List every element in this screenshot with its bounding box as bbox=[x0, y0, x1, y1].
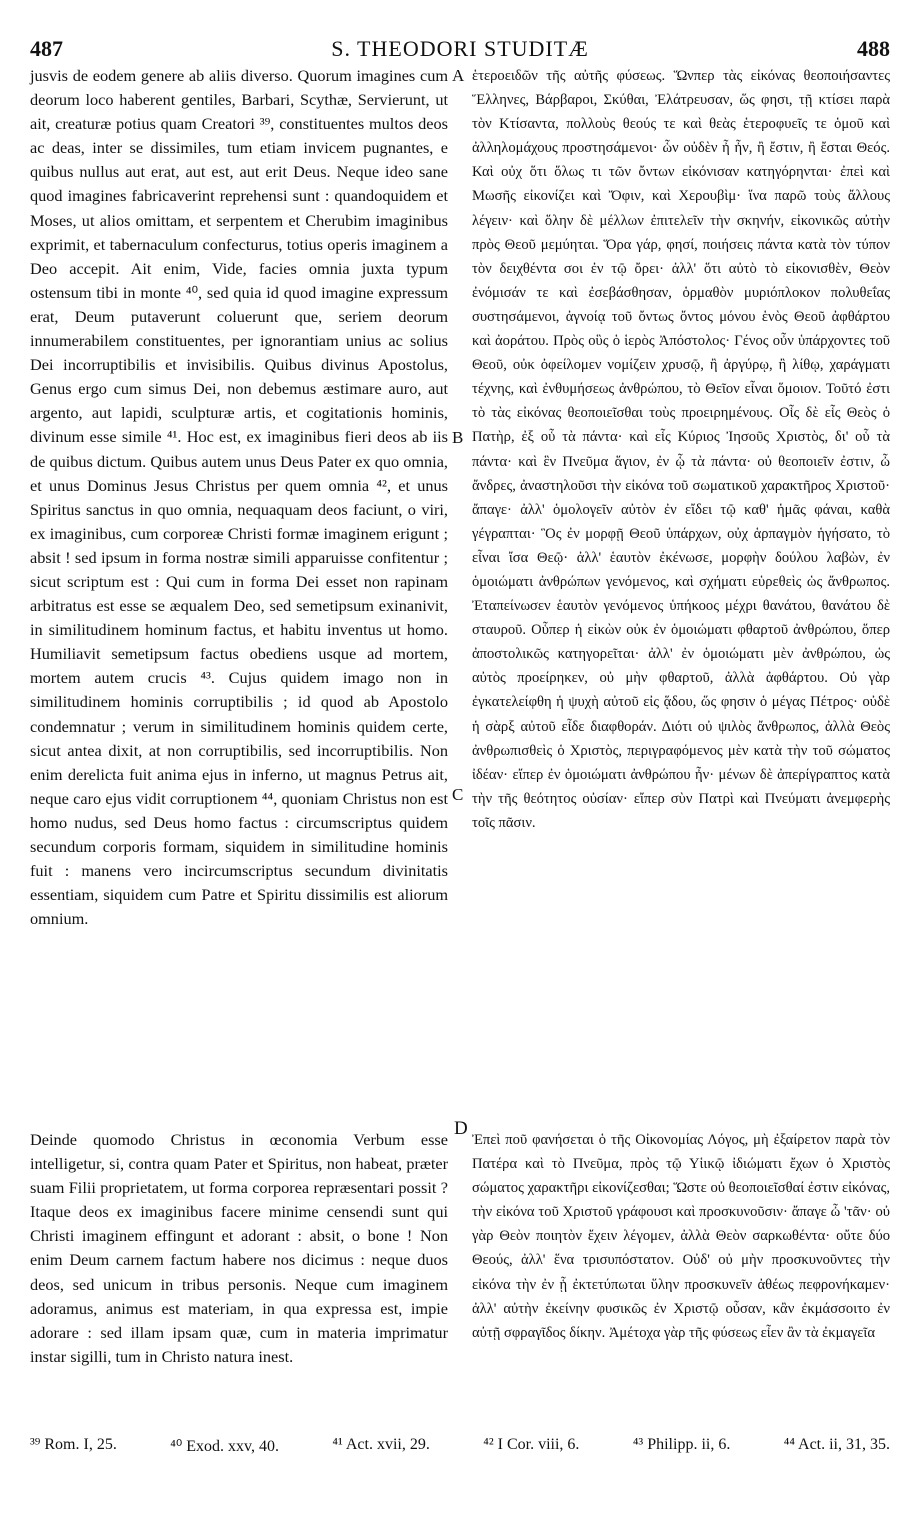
footnote: ⁴² I Cor. viii, 6. bbox=[483, 1436, 580, 1453]
greek-paragraph-2: Ἐπεὶ ποῦ φανήσεται ὁ τῆς Οἰκονομίας Λόγος, μὴ ἐξαίρετον παρὰ τὸν Πατέρα καὶ τὸ Πνεῦμα, πρὸς τῷ Υἱικῷ ἰδιώματι ἔχων ὁ Χριστὸς σώματος χαρακτῆρι εἰκονίζεσθαι; Ὥστε οὐ θεοποιεῖσθαί ἐστιν εἰκόνας, τὴν εἰκόνα τοῦ Χριστοῦ γράφουσι καὶ προσκυνοῦσιν· ἄπαγε ὦ 'τᾶν· οὐ γὰρ Θεὸν ποιητὸν ἔχειν λέγομεν, ἀλλὰ Θεὸν σαρκωθέντα· οὔτε δύο Θεούς, ἀλλ' ἕνα τρισυπόστατον. Οὐδ' οὐ μὴν προσκυνοῦντες τὴν εἰκόνα τὴν ἐν ᾗ ἐκτετύπωται ὕλην προσκυνεῖν ἀθέως πεφρονήκαμεν· ἀλλ' αὐτὴν ἐκείνην φυσικῶς ἐν Χριστῷ οὖσαν, κἂν ἐκμάσσοιτο ἐν αὐτῇ σφραγῖδος δίκην. Ἀμέτοχα γὰρ τῆς φύσεως εἶεν ἂν τὰ ἐκμαγεῖα bbox=[472, 1132, 890, 1341]
footnote: ⁴³ Philipp. ii, 6. bbox=[632, 1436, 731, 1453]
latin-column-lower bbox=[30, 1128, 448, 1369]
footnote: ⁴¹ Act. xvii, 29. bbox=[332, 1436, 430, 1453]
footnotes bbox=[30, 1436, 890, 1456]
footnote: ³⁹ Rom. I, 25. bbox=[30, 1436, 117, 1453]
page-number-right: 488 bbox=[857, 36, 890, 61]
greek-paragraph-1: ἑτεροειδῶν τῆς αὐτῆς φύσεως. Ὥνπερ τὰς εἰκόνας θεοποιήσαντες Ἕλληνες, Βάρβαροι, Σκύθαι, Ἐλάτρευσαν, ὥς φησι, τῇ κτίσει παρὰ τὸν Κτίσαντα, πολλοὺς θεούς τε καὶ θεὰς ἑτεροφυεῖς τε ὁμοῦ καὶ ἀλληλομάχους προστησάμενοι· ὧν οὐδὲν ἦ ἦν, ἢ ἔστιν, ἢ ἔσται Θεός. Καὶ οὐχ ὅτι ὅλως τι τῶν ὄντων εἰκόνισαν κατηγόρηνται· ἐπεὶ καὶ Μωσῆς εἰκονίζει καὶ Ὄφιν, καὶ Χερουβὶμ· ἵνα παρῶ τοὺς ἄλλους λέγειν· καὶ ὅλην δὲ μέλλων ἐπιτελεῖν τὴν σκηνήν, εἰκονικῶς αὐτὴν πρὸς Θεοῦ μεμύηται. Ὅρα γάρ, φησί, ποιήσεις πάντα κατὰ τὸν τύπον τὸν δειχθέντα σοι ἐν τῷ ὄρει· ἀλλ' ὅτι αὐτὸ τὸ εἰκονισθὲν, Θεὸν ἐνόμισάν τε καὶ ἐσεβάσθησαν, ὁρμαθὸν μυριόπλοκον πολυθεΐας συστησάμενοι, ἀγνοίᾳ τοῦ ὄντως ὄντος μόνου ἑνὸς Θεοῦ ἀφθάρτου καὶ ἀοράτου. Πρὸς οὓς ὁ ἱερὸς Ἀπόστολος· Γένος οὖν ὑπάρχοντες τοῦ Θεοῦ, οὐκ ὀφείλομεν νομίζειν χρυσῷ, ἢ ἀργύρῳ, ἢ λίθῳ, χαράγματι τέχνης, καὶ ἐνθυμήσεως ἀνθρώπου, τὸ Θεῖον εἶναι ὅμοιον. Τοῦτό ἐστι τὸ τὰς εἰκόνας θεοποιεῖσθαι τοὺς προειρημένους. Οἷς δὲ εἷς Θεὸς ὁ Πατὴρ, ἐξ οὗ τὰ πάντα· καὶ εἷς Κύριος Ἰησοῦς Χριστὸς, δι' οὗ τὰ πάντα· καὶ ἓν Πνεῦμα ἅγιον, ἐν ᾧ τὰ πάντα· οὐ θεοποιεῖν ἐστιν, ὦ ἄνδρες, ἀναστηλοῦσι τὴν εἰκόνα τοῦ σωματικοῦ χαρακτῆρος Χριστοῦ· ἄπαγε· ἀλλ' ὁμολογεῖν αὐτὸν ἐν εἴδει τῷ καθ' ἡμᾶς φάναι, καθὰ γέγραπται· Ὃς ἐν μορφῇ Θεοῦ ὑπάρχων, οὐχ ἁρπαγμὸν ἡγήσατο, τὸ εἶναι ἴσα Θεῷ· ἀλλ' ἑαυτὸν ἐκένωσε, μορφὴν δούλου λαβὼν, ἐν ὁμοιώματι ἀνθρώπων γενόμενος, καὶ σχήματι εὑρεθεὶς ὡς ἄνθρωπος. Ἐταπείνωσεν ἑαυτὸν γενόμενος ὑπήκοος μέχρι θανάτου, θανάτου δὲ σταυροῦ. Οὗπερ ἡ εἰκὼν οὐκ ἐν ὁμοιώματι φθαρτοῦ ἀνθρώπου, ὅπερ ἀποστολικῶς κατηγορεῖται· ἀλλ' ἐν ὁμοιώματι μὲν ἀνθρώπου, ὡς αὐτὸς προείρηκεν, οὐ μὴν φθαρτοῦ, ἀλλὰ ἀφθάρτου. Οὐ γὰρ ἐγκατελείφθη ἡ ψυχὴ αὐτοῦ εἰς ᾅδου, ὥς φησιν ὁ μέγας Πέτρος· οὐδὲ ἡ σὰρξ αὐτοῦ εἶδε διαφθοράν. Διότι οὐ ψιλὸς ἄνθρωπος, ἀλλὰ Θεὸς ἀνθρωπισθεὶς ὁ Χριστὸς, περιγραφόμενος μὲν κατὰ τὴν τοῦ σώματος ἰδέαν· εἴπερ ἐν ὁμοιώματι ἀνθρώπου ἦν· μένων δὲ ἀπερίγραπτος κατὰ τὴν τῆς θεότητος οὐσίαν· εἴπερ σὺν Πατρὶ καὶ Πνεύματι ἀνεμφερὴς τοῖς πᾶσιν. bbox=[472, 68, 890, 831]
latin-column-upper bbox=[30, 64, 448, 931]
footnote: ⁴⁰ Exod. xxv, 40. bbox=[170, 1438, 279, 1455]
running-title: S. THEODORI STUDITÆ bbox=[331, 36, 589, 61]
greek-column-lower bbox=[472, 1128, 890, 1345]
greek-column-upper bbox=[472, 64, 890, 835]
footnote: ⁴⁴ Act. ii, 31, 35. bbox=[783, 1436, 890, 1453]
margin-letter-d: D bbox=[454, 1118, 468, 1139]
page-number-left: 487 bbox=[30, 36, 63, 61]
margin-letter-a: A bbox=[452, 66, 465, 85]
latin-paragraph-1: jusvis de eodem genere ab aliis diverso. Quorum imagines cum deorum loco haberent gentiles, Barbari, Scythæ, Servierunt, ut ait, creaturæ potius quam Creatori ³⁹, constituentes multos deos ac deas, inter se dissimiles, tum etiam invicem pugnantes, e quibus nullus aut erat, aut est, aut erit Deus. Neque ideo sane quod imagines fabricaverint reprehensi sunt : quandoquidem et Moses, ut alios omittam, et serpentem et Cherubim imaginibus exprimit, et tabernaculum confecturus, totius operis imaginem a Deo accepit. Ait enim, Vide, facies omnia juxta typum ostensum tibi in monte ⁴⁰, sed quia id quod imagine expressum erat, Deum putaverunt coluerunt que, seriem deorum innumerabilem constituentes, per ignorantiam unius ac solius Dei incorruptibilis et invisibilis. Quibus divinus Apostolus, Genus ergo cum simus Dei, non debemus æstimare auro, aut argento, aut lapidi, sculpturæ artis, et cogitationis hominis, divinum esse simile ⁴¹. Hoc est, ex imaginibus fieri deos ab iis de quibus dictum. Quibus autem unus Deus Pater ex quo omnia, et unus Dominus Jesus Christus per quem omnia ⁴², et unus Spiritus sanctus in quo omnia, nequaquam deos faciunt, o viri, ex imaginibus, cum corporeæ Christi formæ imaginem erigunt ; absit ! sed ipsum in forma nostræ simili apparuisse confitentur ; sicut scriptum est : Qui cum in forma Dei esset non rapinam arbitratus est esse se æqualem Deo, sed semetipsum exinanivit, in similitudinem hominum factus, et habitu inventus ut homo. Humiliavit semetipsum factus obediens usque ad mortem, mortem autem crucis ⁴³. Cujus quidem imago non in similitudinem hominis corruptibilis ; id quod ab Apostolo condemnatur ; verum in similitudinem hominis quidem certe, sicut antea dixit, at non corruptibilis, sed incorruptibilis. Non enim derelicta fuit anima ejus in inferno, ut magnus Petrus ait, neque caro ejus vidit corruptionem ⁴⁴, quoniam Christus non est homo nudus, sed Deus homo factus : circumscriptus quidem secundum corporis formam, siquidem in similitudine hominis fuit : manens vero incircumscriptus secundum divinitatis essentiam, siquidem cum Patre et Spiritu dissimilis est aliorum omnium. bbox=[30, 66, 448, 929]
latin-paragraph-2: Deinde quomodo Christus in œconomia Verbum esse intelligetur, si, contra quam Pater et Spiritus, non habeat, præter suam Filii proprietatem, ut forma corporea repræsentari possit ? Itaque deos ex imaginibus facere minime censendi sunt qui Christi imaginem effingunt et adorant : absit, o bone ! Non enim Deum carnem factum habere nos dicimus : neque duos deos, sed unicum in tribus personis. Neque cum imaginem adoramus, animus est materiam, in qua expressa est, impie adorare : sed illam ipsam quæ, cum in materia imprimatur instar sigilli, tum in Christo natura inest. bbox=[30, 1130, 448, 1366]
margin-letter-b: B bbox=[452, 428, 464, 447]
margin-letter-c: C bbox=[452, 785, 464, 804]
